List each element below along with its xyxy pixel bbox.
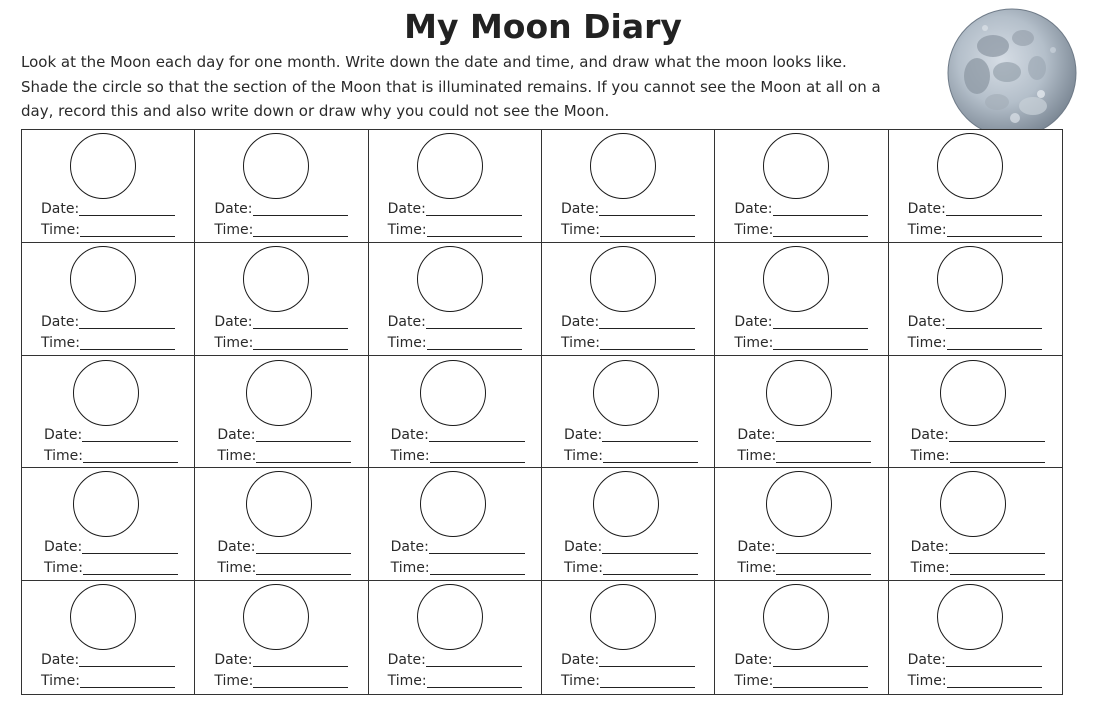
time-write-line[interactable] <box>427 349 522 350</box>
moon-circle-icon[interactable] <box>766 471 832 537</box>
date-label: Date: <box>217 426 256 443</box>
date-field[interactable] <box>737 536 871 556</box>
moon-circle-icon[interactable] <box>763 584 829 650</box>
date-field[interactable] <box>214 311 348 331</box>
date-field[interactable] <box>214 198 348 218</box>
time-label: Time: <box>217 560 257 577</box>
date-field[interactable] <box>561 311 695 331</box>
date-field[interactable] <box>734 649 868 669</box>
time-field[interactable] <box>214 219 348 239</box>
time-write-line[interactable] <box>427 236 522 237</box>
moon-circle-icon[interactable] <box>763 246 829 312</box>
time-field[interactable] <box>41 219 175 239</box>
moon-circle-icon[interactable] <box>246 360 312 426</box>
time-field[interactable] <box>911 557 1045 577</box>
time-label: Time: <box>387 334 427 351</box>
date-label: Date: <box>217 539 256 556</box>
date-field[interactable] <box>564 536 698 556</box>
time-field[interactable] <box>908 219 1042 239</box>
date-label: Date: <box>734 313 773 330</box>
diary-entry-cell <box>22 581 195 694</box>
moon-circle-icon[interactable] <box>937 133 1003 199</box>
diary-entry-cell <box>715 581 888 694</box>
diary-entry-cell <box>715 243 888 356</box>
time-field[interactable] <box>561 219 695 239</box>
time-label: Time: <box>563 560 603 577</box>
moon-circle-icon[interactable] <box>417 246 483 312</box>
date-field[interactable] <box>41 311 175 331</box>
date-field[interactable] <box>217 424 351 444</box>
time-label: Time: <box>217 447 257 464</box>
instructions <box>21 50 921 124</box>
time-write-line[interactable] <box>600 687 695 688</box>
date-write-line[interactable] <box>253 666 349 667</box>
date-label: Date: <box>214 652 253 669</box>
date-field[interactable] <box>41 649 175 669</box>
date-label: Date: <box>907 201 946 217</box>
moon-circle-icon[interactable] <box>593 360 659 426</box>
date-write-line[interactable] <box>599 215 695 216</box>
date-label: Date: <box>910 539 949 556</box>
time-write-line[interactable] <box>256 574 351 575</box>
time-write-line[interactable] <box>256 462 351 463</box>
date-write-line[interactable] <box>79 215 175 216</box>
date-write-line[interactable] <box>82 441 178 442</box>
moon-circle-icon[interactable] <box>940 360 1006 426</box>
moon-circle-icon[interactable] <box>246 471 312 537</box>
moon-circle-icon[interactable] <box>590 133 656 199</box>
time-write-line[interactable] <box>83 574 178 575</box>
time-label: Time: <box>560 222 600 238</box>
time-write-line[interactable] <box>603 462 698 463</box>
time-label: Time: <box>387 222 427 238</box>
time-write-line[interactable] <box>947 687 1042 688</box>
moon-circle-icon[interactable] <box>70 584 136 650</box>
diary-entry-cell <box>715 356 888 469</box>
moon-circle-icon[interactable] <box>70 246 136 312</box>
moon-circle-icon[interactable] <box>937 246 1003 312</box>
diary-entry-cell <box>369 581 542 694</box>
date-label: Date: <box>560 652 600 669</box>
moon-circle-icon[interactable] <box>937 584 1003 650</box>
date-field[interactable] <box>734 198 868 218</box>
date-label: Date: <box>390 539 429 556</box>
date-label: Date: <box>44 539 83 556</box>
date-label: Date: <box>737 426 776 443</box>
full-moon-icon <box>945 6 1079 140</box>
time-field[interactable] <box>908 670 1042 690</box>
date-label: Date: <box>214 201 253 217</box>
date-write-line[interactable] <box>426 328 522 329</box>
date-write-line[interactable] <box>82 553 178 554</box>
page-title: My Moon Diary <box>404 7 682 46</box>
date-field[interactable] <box>388 198 522 218</box>
time-label: Time: <box>560 334 600 351</box>
time-label: Time: <box>910 447 950 464</box>
date-field[interactable] <box>214 649 348 669</box>
diary-entry-cell <box>542 243 715 356</box>
diary-entry-cell <box>195 468 368 581</box>
time-label: Time: <box>390 447 430 464</box>
date-label: Date: <box>910 426 949 443</box>
diary-entry-cell <box>22 356 195 469</box>
moon-diary-grid <box>21 129 1063 695</box>
time-write-line[interactable] <box>773 236 868 237</box>
date-label: Date: <box>41 313 80 330</box>
time-write-line[interactable] <box>776 574 871 575</box>
time-label: Time: <box>214 334 254 351</box>
time-field[interactable] <box>41 670 175 690</box>
date-write-line[interactable] <box>773 215 869 216</box>
time-label: Time: <box>214 673 254 690</box>
date-label: Date: <box>387 652 426 669</box>
diary-entry-cell <box>195 243 368 356</box>
date-field[interactable] <box>564 424 698 444</box>
diary-entry-cell <box>195 356 368 469</box>
time-field[interactable] <box>217 445 351 465</box>
date-write-line[interactable] <box>602 441 698 442</box>
instructions-line: Look at the Moon each day for one month. Write down the date and time, and draw what the moon looks like. <box>21 53 847 71</box>
time-write-line[interactable] <box>773 349 868 350</box>
date-label: Date: <box>41 652 80 669</box>
instructions-line: day, record this and also write down or draw why you could not see the Moon. <box>21 102 610 120</box>
time-write-line[interactable] <box>950 574 1045 575</box>
moon-circle-icon[interactable] <box>243 246 309 312</box>
time-label: Time: <box>907 334 947 351</box>
time-label: Time: <box>41 673 80 690</box>
time-field[interactable] <box>908 332 1042 352</box>
time-write-line[interactable] <box>603 574 698 575</box>
diary-entry-cell <box>715 468 888 581</box>
time-field[interactable] <box>388 670 522 690</box>
time-label: Time: <box>907 222 947 238</box>
date-label: Date: <box>734 201 773 217</box>
time-write-line[interactable] <box>427 687 522 688</box>
time-label: Time: <box>563 447 603 464</box>
time-label: Time: <box>560 673 600 690</box>
date-write-line[interactable] <box>79 328 175 329</box>
time-field[interactable] <box>214 670 348 690</box>
date-label: Date: <box>44 426 83 443</box>
time-field[interactable] <box>737 557 871 577</box>
time-write-line[interactable] <box>253 349 348 350</box>
date-write-line[interactable] <box>256 553 352 554</box>
time-field[interactable] <box>391 445 525 465</box>
date-write-line[interactable] <box>949 553 1045 554</box>
date-write-line[interactable] <box>946 215 1042 216</box>
date-write-line[interactable] <box>256 441 352 442</box>
time-field[interactable] <box>734 670 868 690</box>
diary-entry-cell <box>542 468 715 581</box>
date-field[interactable] <box>388 311 522 331</box>
time-write-line[interactable] <box>430 574 525 575</box>
date-field[interactable] <box>911 424 1045 444</box>
moon-circle-icon[interactable] <box>940 471 1006 537</box>
diary-entry-cell <box>889 468 1062 581</box>
time-label: Time: <box>910 560 950 577</box>
time-label: Time: <box>41 222 80 238</box>
diary-entry-cell <box>542 130 715 243</box>
date-field[interactable] <box>41 198 175 218</box>
time-field[interactable] <box>734 332 868 352</box>
date-write-line[interactable] <box>429 441 525 442</box>
time-write-line[interactable] <box>253 687 348 688</box>
date-field[interactable] <box>908 311 1042 331</box>
moon-circle-icon[interactable] <box>590 584 656 650</box>
moon-circle-icon[interactable] <box>420 471 486 537</box>
time-write-line[interactable] <box>950 462 1045 463</box>
moon-circle-icon[interactable] <box>763 133 829 199</box>
moon-circle-icon[interactable] <box>243 133 309 199</box>
time-write-line[interactable] <box>776 462 871 463</box>
time-field[interactable] <box>561 670 695 690</box>
date-field[interactable] <box>908 649 1042 669</box>
moon-circle-icon[interactable] <box>766 360 832 426</box>
time-field[interactable] <box>564 557 698 577</box>
date-write-line[interactable] <box>599 666 695 667</box>
date-write-line[interactable] <box>776 553 872 554</box>
date-label: Date: <box>560 201 600 217</box>
time-label: Time: <box>387 673 427 690</box>
time-field[interactable] <box>737 445 871 465</box>
time-label: Time: <box>734 673 774 690</box>
time-field[interactable] <box>44 445 178 465</box>
time-label: Time: <box>44 447 83 464</box>
time-field[interactable] <box>564 445 698 465</box>
date-label: Date: <box>907 652 946 669</box>
time-field[interactable] <box>388 219 522 239</box>
time-field[interactable] <box>41 332 175 352</box>
date-field[interactable] <box>911 536 1045 556</box>
moon-circle-icon[interactable] <box>593 471 659 537</box>
date-label: Date: <box>907 313 946 330</box>
diary-entry-cell <box>889 356 1062 469</box>
date-label: Date: <box>214 313 253 330</box>
time-label: Time: <box>907 673 947 690</box>
time-write-line[interactable] <box>430 462 525 463</box>
time-write-line[interactable] <box>80 349 175 350</box>
diary-entry-cell <box>369 130 542 243</box>
time-field[interactable] <box>388 332 522 352</box>
date-write-line[interactable] <box>773 328 869 329</box>
time-field[interactable] <box>734 219 868 239</box>
date-label: Date: <box>563 539 603 556</box>
date-label: Date: <box>41 201 80 217</box>
date-write-line[interactable] <box>253 215 349 216</box>
date-label: Date: <box>563 426 603 443</box>
date-write-line[interactable] <box>253 328 349 329</box>
diary-entry-cell <box>542 356 715 469</box>
time-label: Time: <box>737 447 777 464</box>
moon-circle-icon[interactable] <box>417 133 483 199</box>
diary-entry-cell <box>22 243 195 356</box>
moon-circle-icon[interactable] <box>70 133 136 199</box>
time-write-line[interactable] <box>947 236 1042 237</box>
time-label: Time: <box>390 560 430 577</box>
date-field[interactable] <box>737 424 871 444</box>
time-write-line[interactable] <box>947 349 1042 350</box>
diary-entry-cell <box>542 581 715 694</box>
diary-entry-cell <box>369 356 542 469</box>
date-write-line[interactable] <box>79 666 175 667</box>
time-write-line[interactable] <box>80 236 175 237</box>
date-field[interactable] <box>908 198 1042 218</box>
time-write-line[interactable] <box>600 236 695 237</box>
date-field[interactable] <box>561 649 695 669</box>
time-field[interactable] <box>217 557 351 577</box>
date-write-line[interactable] <box>599 328 695 329</box>
date-field[interactable] <box>391 536 525 556</box>
date-field[interactable] <box>734 311 868 331</box>
date-label: Date: <box>737 539 776 556</box>
date-label: Date: <box>734 652 773 669</box>
moon-circle-icon[interactable] <box>243 584 309 650</box>
time-write-line[interactable] <box>600 349 695 350</box>
time-label: Time: <box>734 334 774 351</box>
date-field[interactable] <box>561 198 695 218</box>
date-write-line[interactable] <box>426 666 522 667</box>
date-write-line[interactable] <box>946 666 1042 667</box>
time-field[interactable] <box>391 557 525 577</box>
time-label: Time: <box>41 334 80 351</box>
diary-entry-cell <box>715 130 888 243</box>
date-write-line[interactable] <box>949 441 1045 442</box>
time-label: Time: <box>737 560 777 577</box>
date-label: Date: <box>387 201 426 217</box>
date-write-line[interactable] <box>776 441 872 442</box>
date-field[interactable] <box>388 649 522 669</box>
time-label: Time: <box>734 222 774 238</box>
date-label: Date: <box>390 426 429 443</box>
moon-circle-icon[interactable] <box>73 471 139 537</box>
time-write-line[interactable] <box>773 687 868 688</box>
moon-circle-icon[interactable] <box>590 246 656 312</box>
date-field[interactable] <box>44 424 178 444</box>
time-field[interactable] <box>214 332 348 352</box>
diary-entry-cell <box>369 468 542 581</box>
diary-entry-cell <box>889 581 1062 694</box>
date-label: Date: <box>560 313 600 330</box>
moon-circle-icon[interactable] <box>417 584 483 650</box>
date-field[interactable] <box>217 536 351 556</box>
diary-entry-cell <box>889 130 1062 243</box>
date-write-line[interactable] <box>429 553 525 554</box>
diary-entry-cell <box>22 130 195 243</box>
date-write-line[interactable] <box>602 553 698 554</box>
moon-circle-icon[interactable] <box>73 360 139 426</box>
time-field[interactable] <box>911 445 1045 465</box>
diary-entry-cell <box>195 130 368 243</box>
time-write-line[interactable] <box>80 687 175 688</box>
moon-circle-icon[interactable] <box>420 360 486 426</box>
diary-entry-cell <box>889 243 1062 356</box>
date-field[interactable] <box>391 424 525 444</box>
diary-entry-cell <box>195 581 368 694</box>
time-field[interactable] <box>561 332 695 352</box>
diary-entry-cell <box>22 468 195 581</box>
date-write-line[interactable] <box>773 666 869 667</box>
date-field[interactable] <box>44 536 178 556</box>
date-label: Date: <box>387 313 426 330</box>
date-write-line[interactable] <box>946 328 1042 329</box>
time-write-line[interactable] <box>253 236 348 237</box>
instructions-line: Shade the circle so that the section of the Moon that is illuminated remains. If you cannot see the Moon at all on a <box>21 77 881 96</box>
diary-entry-cell <box>369 243 542 356</box>
time-label: Time: <box>214 222 254 238</box>
time-write-line[interactable] <box>83 462 178 463</box>
date-write-line[interactable] <box>426 215 522 216</box>
time-label: Time: <box>44 560 83 577</box>
time-field[interactable] <box>44 557 178 577</box>
